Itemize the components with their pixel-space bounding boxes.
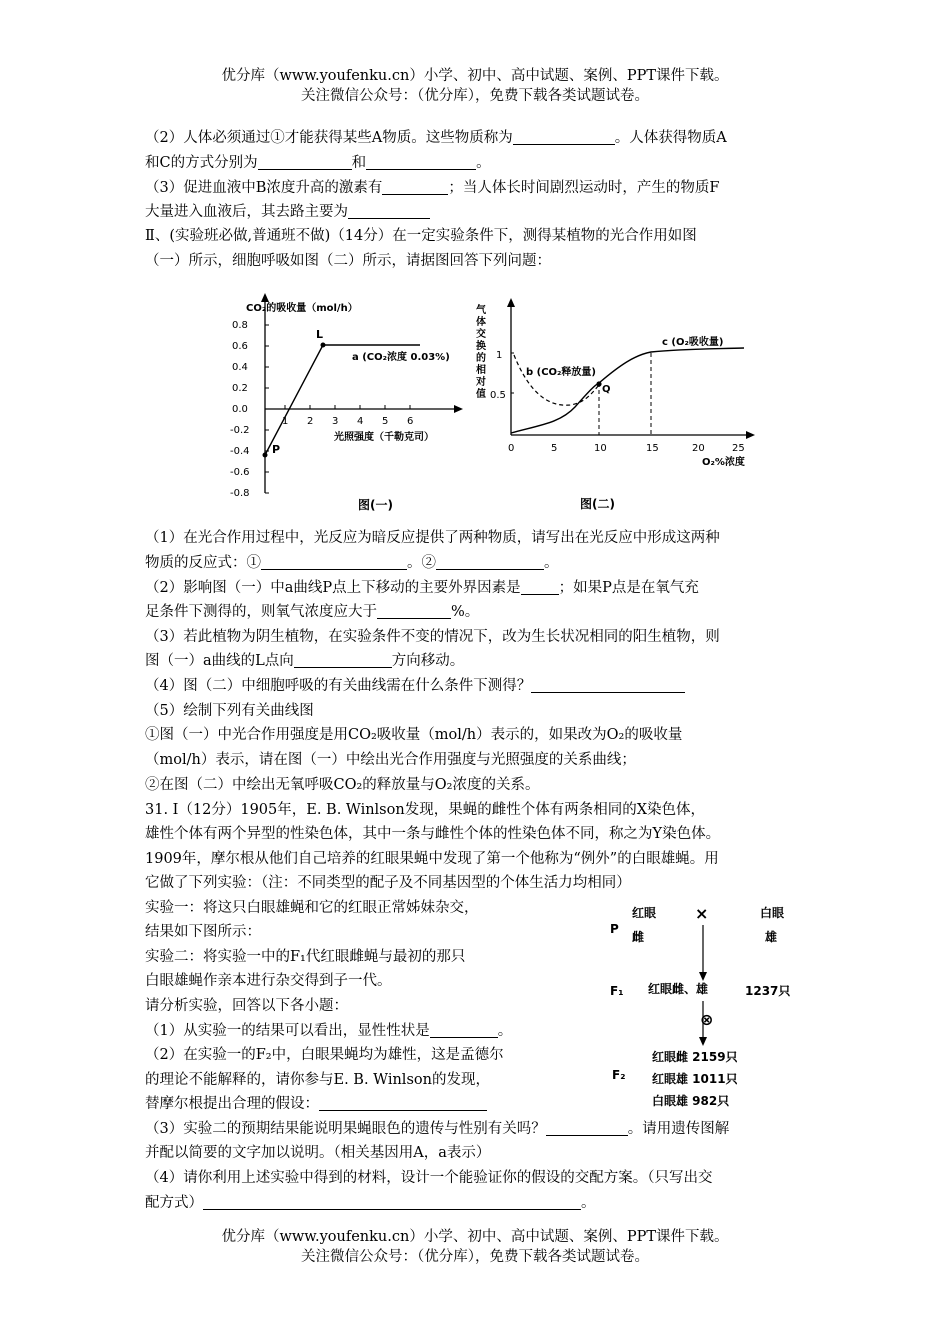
y-axis-label-char: 的 — [476, 353, 486, 364]
answer-blank[interactable] — [513, 128, 615, 145]
figure-1-caption: 图(一) — [358, 498, 393, 512]
x-tick: 5 — [551, 443, 558, 454]
text: ；当人体长时间剧烈运动时，产生的物质F — [448, 180, 720, 196]
x-tick: 25 — [732, 443, 745, 454]
generation-f1-label: F₁ — [610, 984, 624, 998]
p2-q5: （5）绘制下列有关曲线图 — [145, 703, 314, 719]
text: 物质的反应式：① — [145, 555, 261, 571]
y-tick: 0.4 — [232, 362, 248, 373]
answer-blank[interactable] — [261, 553, 407, 570]
x-axis-arrow — [454, 405, 463, 413]
x-tick: 1 — [282, 416, 289, 427]
point-p-label: P — [272, 443, 281, 456]
text: 大量进入血液后，其去路主要为 — [145, 204, 348, 220]
q31-line4: 它做了下列实验：（注：不同类型的配子及不同基因型的个体生活力均相同） — [145, 875, 631, 891]
f2-row: 红眼雌 2159只 — [652, 1050, 738, 1064]
answer-blank[interactable] — [366, 153, 476, 170]
x-axis-arrow — [746, 431, 755, 439]
q31-q3-line1 — [145, 1119, 729, 1139]
q31-line9: 请分析实验，回答以下各小题： — [145, 998, 348, 1014]
p1-q2-line1 — [145, 128, 727, 148]
q31-q2-line3 — [145, 1094, 487, 1114]
answer-blank[interactable] — [382, 178, 448, 195]
p2-q1-line2 — [145, 553, 559, 573]
figure-2-chart — [470, 295, 760, 515]
text: 。 — [544, 555, 559, 571]
y-axis-label-char: 值 — [476, 389, 486, 400]
self-cross-symbol: ⊗ — [700, 1010, 714, 1029]
arrow-head — [699, 972, 707, 981]
text: 。人体获得物质A — [614, 130, 727, 146]
answer-blank[interactable] — [531, 676, 685, 693]
text: 。② — [407, 555, 436, 571]
figure-2-caption: 图(二) — [580, 497, 615, 511]
footer-line-2: 关注微信公众号：（优分库），免费下载各类试题试卷。 — [301, 1249, 649, 1265]
cross-diagram — [600, 895, 820, 1120]
text: ；如果P点是在氧气充 — [558, 580, 699, 596]
q31-line1: 31. Ⅰ（12分）1905年，E. B. Winlson发现，果蝇的雌性个体有两条相同的X染色体， — [145, 802, 706, 818]
q31-q3-line2: 并配以简要的文字加以说明。（相关基因用A，a表示） — [145, 1145, 491, 1161]
answer-blank[interactable] — [203, 1193, 581, 1210]
p2-q2-line1 — [145, 578, 699, 598]
curve-b — [514, 355, 599, 405]
answer-blank[interactable] — [319, 1094, 487, 1111]
text: 配方式） — [145, 1195, 203, 1211]
x-tick: 6 — [407, 416, 414, 427]
x-tick: 10 — [594, 443, 607, 454]
y-tick: 0.6 — [232, 341, 248, 352]
text: （1）从实验一的结果可以看出，显性性状是 — [145, 1023, 430, 1039]
x-tick: 4 — [357, 416, 364, 427]
y-axis-label-char: 对 — [476, 377, 486, 388]
header-line-1: 优分库（www.youfenku.cn）小学、初中、高中试题、案例、PPT课件下载。 — [221, 68, 729, 84]
text: 足条件下测得的，则氧气浓度应大于 — [145, 604, 377, 620]
answer-blank[interactable] — [348, 202, 430, 219]
q31-q4-line1: （4）请你利用上述实验中得到的材料，设计一个能验证你的假设的交配方案。（只写出交 — [145, 1170, 713, 1186]
text: 和C的方式分别为 — [145, 155, 258, 171]
generation-f2-label: F₂ — [612, 1068, 626, 1082]
text: （4）图（二）中细胞呼吸的有关曲线需在什么条件下测得？ — [145, 678, 532, 694]
text: （3）促进血液中B浓度升高的激素有 — [145, 180, 383, 196]
p1-q3-line1 — [145, 178, 719, 198]
text: （2）人体必须通过①才能获得某些A物质。这些物质称为 — [145, 130, 513, 146]
text: 图（一）a曲线的L点向 — [145, 653, 294, 669]
p-female-eye: 红眼 — [632, 906, 657, 920]
text: 。 — [581, 1195, 596, 1211]
text: 。 — [476, 155, 491, 171]
q31-q2-line2: 的理论不能解释的，请你参与E. B. Winlson的发现， — [145, 1072, 490, 1088]
y-tick: 0.5 — [490, 390, 506, 401]
f2-row: 红眼雄 1011只 — [652, 1072, 738, 1086]
y-axis-label-char: 相 — [476, 365, 486, 376]
f1-phenotype: 红眼雌、雄 — [648, 982, 709, 996]
q31-q1 — [145, 1021, 512, 1041]
x-tick: 20 — [692, 443, 705, 454]
curve-b-label: b (CO₂释放量) — [526, 367, 596, 378]
x-tick: 3 — [332, 416, 339, 427]
q31-q4-line2 — [145, 1193, 596, 1213]
curve-c-label: c (O₂吸收量) — [662, 337, 724, 348]
p2-q3-line2 — [145, 651, 464, 671]
y-tick: 0.2 — [232, 383, 248, 394]
x-axis-label: O₂%浓度 — [702, 457, 745, 468]
p2-q3-line1: （3）若此植物为阴生植物，在实验条件不变的情况下，改为生长状况相同的阳生植物，则 — [145, 629, 720, 645]
point-p-marker — [263, 453, 268, 458]
arrow-head — [699, 1037, 707, 1046]
y-tick: -0.4 — [230, 446, 250, 457]
p2-q4 — [145, 676, 685, 696]
p2-q2-line2 — [145, 602, 479, 622]
y-tick: 1 — [496, 350, 503, 361]
answer-blank[interactable] — [294, 651, 392, 668]
point-l-label: L — [316, 328, 324, 341]
y-axis-label-char: 气 — [476, 305, 486, 316]
cross-symbol: × — [695, 904, 709, 923]
answer-blank[interactable] — [377, 602, 451, 619]
q31-line8: 白眼雄蝇作亲本进行杂交得到子一代。 — [145, 973, 392, 989]
y-tick: 0.8 — [232, 320, 248, 331]
point-l-marker — [321, 343, 326, 348]
y-axis-label-char: 体 — [476, 317, 486, 328]
p-female-sex: 雌 — [632, 930, 645, 944]
text: 。 — [497, 1023, 513, 1039]
curve-a-label: a (CO₂浓度 0.03%) — [352, 352, 450, 363]
x-axis-label: 光照强度（千勒克司） — [334, 432, 434, 443]
y-axis-label-char: 交 — [476, 329, 486, 340]
text: （2）影响图（一）中a曲线P点上下移动的主要外界因素是 — [145, 580, 521, 596]
p-male-eye: 白眼 — [760, 906, 785, 920]
q31-line5: 实验一：将这只白眼雄蝇和它的红眼正常姊妹杂交， — [145, 900, 479, 916]
answer-blank[interactable] — [436, 553, 544, 570]
answer-blank[interactable] — [521, 578, 559, 595]
y-tick: -0.2 — [230, 425, 250, 436]
text: %。 — [451, 604, 480, 620]
figure-1-chart — [230, 288, 470, 518]
f2-row: 白眼雄 982只 — [652, 1094, 730, 1108]
generation-p-label: P — [610, 922, 619, 936]
text: 和 — [351, 155, 367, 171]
f1-count: 1237只 — [745, 984, 791, 998]
x-tick: 15 — [646, 443, 659, 454]
answer-blank[interactable] — [546, 1119, 628, 1136]
text: 方向移动。 — [391, 653, 465, 669]
p1-q3-line2 — [145, 202, 430, 222]
text: 。请用遗传图解 — [627, 1121, 730, 1137]
p2-q5-1b: （mol/h）表示，请在图（一）中绘出光合作用强度与光照强度的关系曲线； — [145, 752, 636, 768]
text: （3）实验二的预期结果能说明果蝇眼色的遗传与性别有关吗？ — [145, 1121, 546, 1137]
q31-line7: 实验二：将实验一中的F₁代红眼雌蝇与最初的那只 — [145, 949, 466, 965]
q31-q2-line1: （2）在实验一的F₂中，白眼果蝇均为雄性，这是孟德尔 — [145, 1047, 504, 1063]
p2-intro-2: （一）所示，细胞呼吸如图（二）所示，请据图回答下列问题： — [145, 253, 551, 269]
q31-line2: 雄性个体有两个异型的性染色体，其中一条与雌性个体的性染色体不同，称之为Y染色体。 — [145, 826, 721, 842]
p-male-sex: 雄 — [765, 930, 778, 944]
p2-intro-1: Ⅱ、(实验班必做,普通班不做)（14分）在一定实验条件下，测得某植物的光合作用如图 — [145, 228, 697, 244]
header-line-2: 关注微信公众号：（优分库），免费下载各类试题试卷。 — [301, 88, 649, 104]
curve-c — [511, 348, 744, 433]
footer-line-1: 优分库（www.youfenku.cn）小学、初中、高中试题、案例、PPT课件下载。 — [221, 1229, 729, 1245]
q31-line6: 结果如下图所示： — [145, 924, 261, 940]
point-q-marker — [596, 381, 601, 386]
answer-blank[interactable] — [258, 153, 352, 170]
p2-q1-line1: （1）在光合作用过程中，光反应为暗反应提供了两种物质，请写出在光反应中形成这两种 — [145, 530, 720, 546]
point-q-label: Q — [602, 384, 611, 395]
text: 替摩尔根提出合理的假设： — [145, 1096, 319, 1112]
y-axis-label: CO₂的吸收量（mol/h） — [246, 303, 358, 314]
y-axis-label-char: 换 — [476, 341, 486, 352]
y-tick: -0.8 — [230, 488, 250, 499]
p2-q5-1a: ①图（一）中光合作用强度是用CO₂吸收量（mol/h）表示的，如果改为O₂的吸收量 — [145, 727, 683, 743]
y-tick: -0.6 — [230, 467, 250, 478]
answer-blank[interactable] — [430, 1021, 498, 1038]
y-tick: 0.0 — [232, 404, 248, 415]
x-tick: 2 — [307, 416, 314, 427]
p2-q5-2: ②在图（二）中绘出无氧呼吸CO₂的释放量与O₂浓度的关系。 — [145, 777, 540, 793]
q31-line3: 1909年，摩尔根从他们自己培养的红眼果蝇中发现了第一个他称为“例外”的白眼雄蝇。用 — [145, 851, 719, 867]
x-tick: 0 — [508, 443, 515, 454]
y-axis-arrow — [261, 293, 269, 302]
x-tick: 5 — [382, 416, 389, 427]
p1-q2-line2 — [145, 153, 491, 173]
y-axis-arrow — [507, 298, 515, 307]
